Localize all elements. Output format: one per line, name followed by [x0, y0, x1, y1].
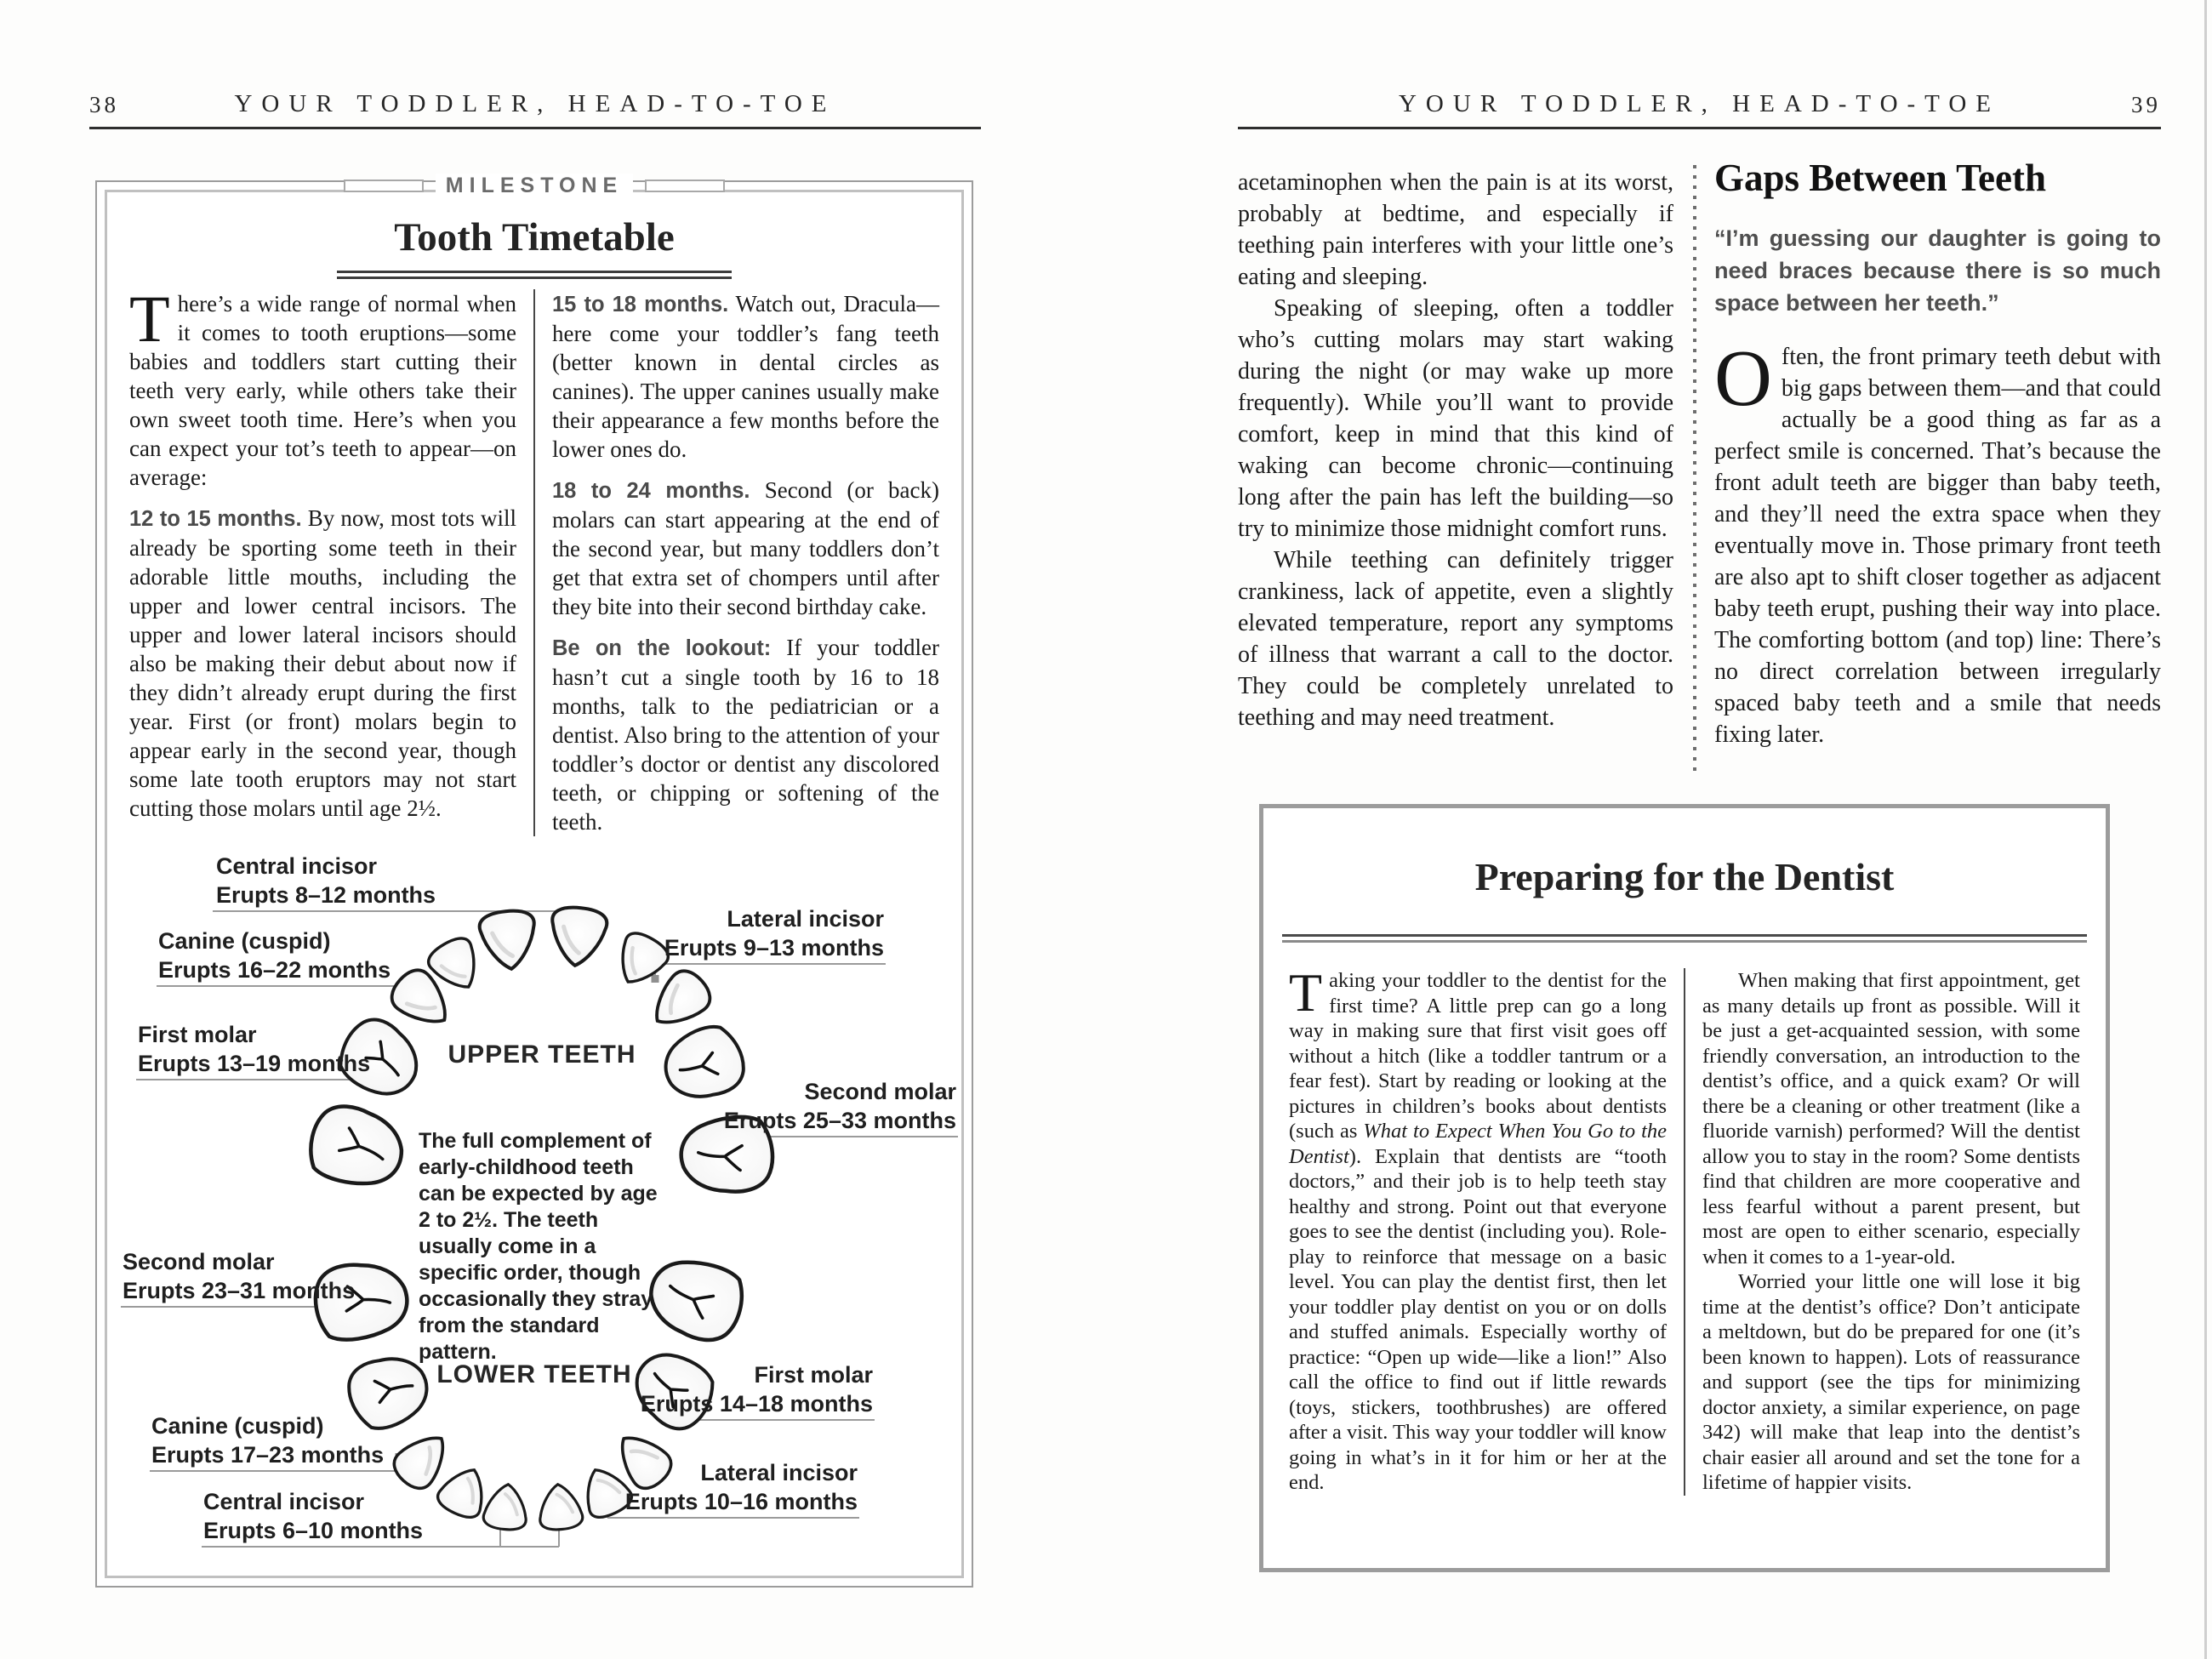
dentist-column-1: [1289, 962, 1667, 1496]
milestone-intro-paragraph: There’s a wide range of normal when it comes to tooth eruptions—some babies and toddlers start cutting their teeth very early, while others take their own sweet tooth time. Here’s when you can expect your tot’s teeth to appear—on average:: [129, 282, 516, 490]
milestone-columns: [129, 282, 940, 836]
dentist-title-rule: [1282, 934, 2087, 943]
label-canine-upper-months: Erupts 16–22 months: [158, 957, 391, 983]
milestone-item-12-15: 12 to 15 months. By now, most tots will already be sporting some teeth in their adorable little mouths, including the upper and lower central incisors. The upper and lower lateral incisors should also be making their debut about now if they didn’t already erupt during the first year. First (or front) molars begin to appear early in the second year, though some late tooth eruptors may not start cutting those molars until age 2½.: [129, 505, 516, 821]
dentist-box-title: Preparing for the Dentist: [1474, 855, 1895, 898]
upper-left-second-molar-tooth: [305, 1101, 408, 1190]
milestone-item-15-18: 15 to 18 months. Watch out, Dracula—here come your toddler’s fang teeth (better known in dental circles as canines). The upper canines usually make their appearance a few months before the lower ones do.: [552, 291, 939, 462]
label-first-molar-upper-months: Erupts 13–19 months: [138, 1051, 371, 1076]
label-first-molar-lower: First molar: [754, 1362, 873, 1388]
right-page: [1238, 0, 2161, 1659]
label-first-molar-upper: First molar: [138, 1022, 257, 1047]
item-lead-15-18: 15 to 18 months.: [552, 293, 729, 316]
label-central-incisor-upper: Central incisor: [216, 853, 378, 879]
gaps-section: [1714, 158, 2161, 750]
milestone-column-2: [552, 289, 939, 836]
label-canine-upper: Canine (cuspid): [158, 928, 331, 954]
label-lateral-incisor-upper-months: Erupts 9–13 months: [664, 935, 884, 961]
milestone-tag-row: [97, 174, 972, 198]
page-scan-edge: [2204, 0, 2207, 1659]
milestone-tag-right-bar: [645, 180, 725, 192]
upper-right-lateral-incisor-tooth: [608, 927, 673, 993]
book-title-italic: What to Expect When You Go to the Dentist: [1289, 1120, 1667, 1168]
right-page-number: 39: [2131, 92, 2161, 117]
upper-right-first-molar-tooth: [654, 1017, 754, 1113]
label-canine-lower-months: Erupts 17–23 months: [151, 1442, 385, 1468]
milestone-item-lookout: Be on the lookout: If your toddler hasn’t cut a single tooth by 16 to 18 months, talk to the pediatrician or a dentist. Also bring to the attention of your toddler’s doctor or dentist any discolored teeth, or chipping or softening of the teeth.: [552, 635, 940, 835]
label-second-molar-lower: Second molar: [123, 1249, 275, 1274]
item-lead-12-15: 12 to 15 months.: [129, 507, 302, 531]
dropcap-t-dentist: T: [1289, 962, 1323, 1023]
dentist-paragraph-3: Worried your little one will lose it big time at the dentist’s office? Don’t anticipate a meltdown, but do be prepared for one (it’s been known to happen). Lots of reassurance and support (see the tips for minimizing doctor anxiety, a similar experience, on page 342) will make that leap into the dentist’s chair easier all around and set the tone for a lifetime of happier visits.: [1702, 1270, 2080, 1494]
label-central-incisor-lower-months: Erupts 6–10 months: [203, 1518, 424, 1543]
upper-right-central-incisor-tooth: [548, 905, 608, 968]
diagram-note: The full complement of early-childhood teeth can be expected by age 2 to 2½. The teeth usually come in a specific order, though occasionally they stray from the standard pattern.: [419, 1129, 658, 1364]
label-second-molar-upper: Second molar: [804, 1079, 956, 1104]
dropcap-t: T: [129, 282, 170, 356]
label-lateral-incisor-lower-months: Erupts 10–16 months: [624, 1489, 858, 1514]
left-page: [89, 0, 981, 1659]
milestone-item-18-24: 18 to 24 months. Second (or back) molars can start appearing at the end of the second year, but many toddlers don’t get that extra set of chompers until after they bite into their second birthday cake.: [552, 477, 939, 619]
gaps-heading: Gaps Between Teeth: [1714, 157, 2047, 199]
dentist-column-2: [1702, 968, 2080, 1496]
label-first-molar-lower-months: Erupts 14–18 months: [640, 1391, 873, 1417]
teething-paragraph-2: Speaking of sleeping, often a toddler who’s cutting molars may start waking during the night (or may wake up more frequently). While you’ll want to provide comfort, keep in mind that this kind of waking can become chronic—continuing long after the pain has left the building—so try to minimize those midnight comfort runs.: [1238, 295, 1673, 542]
dentist-paragraph-1: Taking your toddler to the dentist for the first time? A little prep can go a long way in making sure that first visit goes off without a hitch (like a toddler tantrum or a fear fest). Start by reading or looking at the pictures in children’s books about dentists (such as What to Expect When You Go to the Dentist). Explain that dentists are “tooth doctors,” and their job is to help teeth stay healthy and strong. Point out that everyone goes to see the dentist (including you). Role-play to reinforce that message on a basic level. You can play the dentist first, then let your toddler play dentist on you or on dolls and stuffed animals. Especially worthy of practice: “Open up wide—like a lion!” Also call the office to find out if little rewards (toys, stickers, toothbrushes) are offered after a visit. This way your toddler will know going in what’s in it for him or her at the end.: [1289, 962, 1667, 1494]
right-running-head: YOUR TODDLER, HEAD-TO-TOE: [1398, 90, 2001, 117]
teething-paragraph-1: acetaminophen when the pain is at its worst, probably at bedtime, and especially if teething pain interferes with your little one’s eating and sleeping.: [1238, 169, 1673, 290]
item-lead-18-24: 18 to 24 months.: [552, 479, 750, 503]
label-central-incisor-upper-months: Erupts 8–12 months: [216, 882, 436, 908]
left-running-head: YOUR TODDLER, HEAD-TO-TOE: [234, 90, 836, 117]
lower-teeth-label: LOWER TEETH: [436, 1360, 632, 1388]
item-lead-lookout: Be on the lookout:: [552, 636, 772, 660]
milestone-title: Tooth Timetable: [394, 215, 675, 259]
label-central-incisor-lower: Central incisor: [203, 1489, 365, 1514]
gaps-body-paragraph: Often, the front primary teeth debut with big gaps between them—and that could actually be a good thing as far as a perfect smile is concerned. That’s because the front adult teeth are bigger than baby teeth, and they’ll need the extra space when they eventually move in. Those primary front teeth are also apt to shift closer together as adjacent baby teeth erupt, pushing their way into place. The comforting bottom (and top) line: There’s no direct correlation between irregularly spaced baby teeth and a smile that needs fixing later.: [1714, 334, 2161, 749]
label-second-molar-upper-months: Erupts 25–33 months: [723, 1108, 956, 1133]
dentist-columns: [1289, 962, 2080, 1496]
milestone-column-1: [129, 282, 516, 836]
lower-left-central-incisor-tooth: [482, 1482, 529, 1531]
left-header-rule: [89, 127, 981, 129]
dentist-column-divider: [1684, 968, 1685, 1496]
label-lateral-incisor-lower: Lateral incisor: [700, 1460, 858, 1485]
milestone-column-divider: [533, 289, 535, 836]
label-lateral-incisor-upper: Lateral incisor: [727, 906, 884, 932]
gaps-quote: “I’m guessing our daughter is going to need braces because there is so much space between her teeth.”: [1714, 225, 2161, 316]
dentist-paragraph-2: When making that first appointment, get as many details up front as possible. Will it be just a get-acquainted session, with some friendly conversation, an introduction to the dentist’s office, and a quick exam? Or will there be a cleaning or other treatment (like a fluoride varnish) performed? Will the dentist allow you to stay in the room? Some dentists find that children are more cooperative and less fearful without a parent present, but most are open to either scenario, especially when it comes to a 1-year-old.: [1702, 969, 2080, 1268]
dropcap-o: O: [1714, 334, 1772, 424]
milestone-title-rule: [337, 271, 732, 279]
teething-paragraph-3: While teething can definitely trigger crankiness, lack of appetite, even a slightly elevated temperature, report any symptoms of illness that warrant a call to the doctor. They could be completely unrelated to teething and may need treatment.: [1238, 547, 1673, 731]
milestone-box: [95, 174, 973, 1588]
milestone-tag-left-bar: [344, 180, 424, 192]
lower-right-central-incisor-tooth: [537, 1482, 584, 1531]
milestone-tag: MILESTONE: [436, 174, 633, 198]
left-page-number: 38: [89, 92, 119, 117]
upper-left-central-incisor-tooth: [478, 909, 539, 972]
dentist-box: [1259, 804, 2110, 1572]
label-canine-lower: Canine (cuspid): [151, 1413, 324, 1439]
column-dotted-divider: [1693, 165, 1696, 772]
label-second-molar-lower-months: Erupts 23–31 months: [123, 1278, 356, 1303]
right-header-rule: [1238, 127, 2161, 129]
teething-column: [1238, 167, 1673, 733]
upper-teeth-label: UPPER TEETH: [448, 1040, 636, 1069]
